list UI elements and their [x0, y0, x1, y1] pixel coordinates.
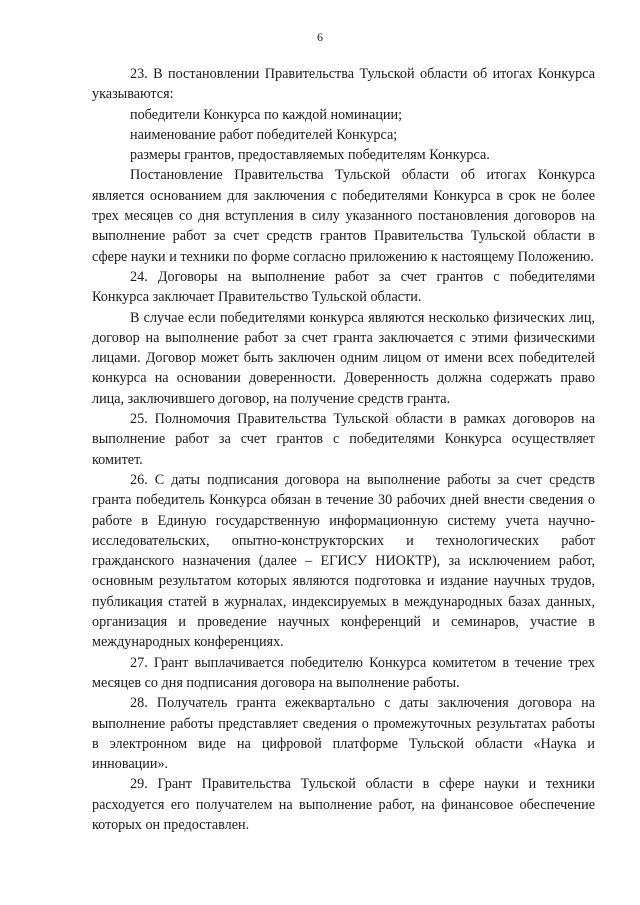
paragraph-23: 23. В постановлении Правительства Тульской области об итогах Конкурса указываются:: [92, 66, 595, 103]
paragraph-25: 25. Полномочия Правительства Тульской области в рамках договоров на выполнение работ за счет грантов с победителями Конкурса осуществляет комитет.: [92, 411, 595, 468]
paragraph-27: 27. Грант выплачивается победителю Конкурса комитетом в течение трех месяцев со дня подписания договора на выполнение работы.: [92, 654, 595, 691]
paragraph-26: 26. С даты подписания договора на выполнение работы за счет средств гранта победитель Конкурса обязан в течение 30 рабочих дней внести сведения о работе в Единую государственную информационную систему учета научно-исследовательских, опытно-конструкторских и технологических работ гражданского назначения (далее – ЕГИСУ НИОКТР), за исключением работ, основным результатом которых являются подготовка и издание научных трудов, публикация статей в журналах, индексируемых в международных базах данных, организация и проведение научных конференций и семинаров, участие в международных конференциях.: [92, 471, 595, 651]
paragraph-24-individuals: В случае если победителями конкурса являются несколько физических лиц, договор на выполнение работ за счет гранта заключается с этими физическими лицами. Договор может быть заключен одним лицом от имени всех победителей конкурса на основании доверенности. Доверенность должна содержать право лица, заключившего договор, на получение средств гранта.: [92, 309, 595, 407]
paragraph-24: 24. Договоры на выполнение работ за счет грантов с победителями Конкурса заключает Правительство Тульской области.: [92, 268, 595, 306]
page-number: 6: [317, 30, 323, 44]
paragraph-23-item-winners: победители Конкурса по каждой номинации;: [130, 106, 403, 123]
paragraph-28: 28. Получатель гранта ежеквартально с даты заключения договора на выполнение работы представляет сведения о промежуточных результатах работы в электронном виде на цифровой платформе Тульской области «Наука и инновации».: [92, 695, 595, 773]
paragraph-23-item-works: наименование работ победителей Конкурса;: [130, 126, 398, 143]
paragraph-23-item-grant-sizes: размеры грантов, предоставляемых победителям Конкурса.: [130, 147, 490, 164]
paragraph-29: 29. Грант Правительства Тульской области в сфере науки и техники расходуется его получателем на выполнение работ, на финансовое обеспечение которых он предоставлен.: [92, 776, 595, 833]
document-body: [92, 64, 595, 835]
paragraph-23-decree-basis: Постановление Правительства Тульской области об итогах Конкурса является основанием для заключения с победителями Конкурса в срок не более трех месяцев со дня вступления в силу указанного постановления договоров на выполнение работ за счет средств грантов Правительства Тульской области в сфере науки и техники по форме согласно приложению к настоящему Положению.: [92, 167, 595, 265]
